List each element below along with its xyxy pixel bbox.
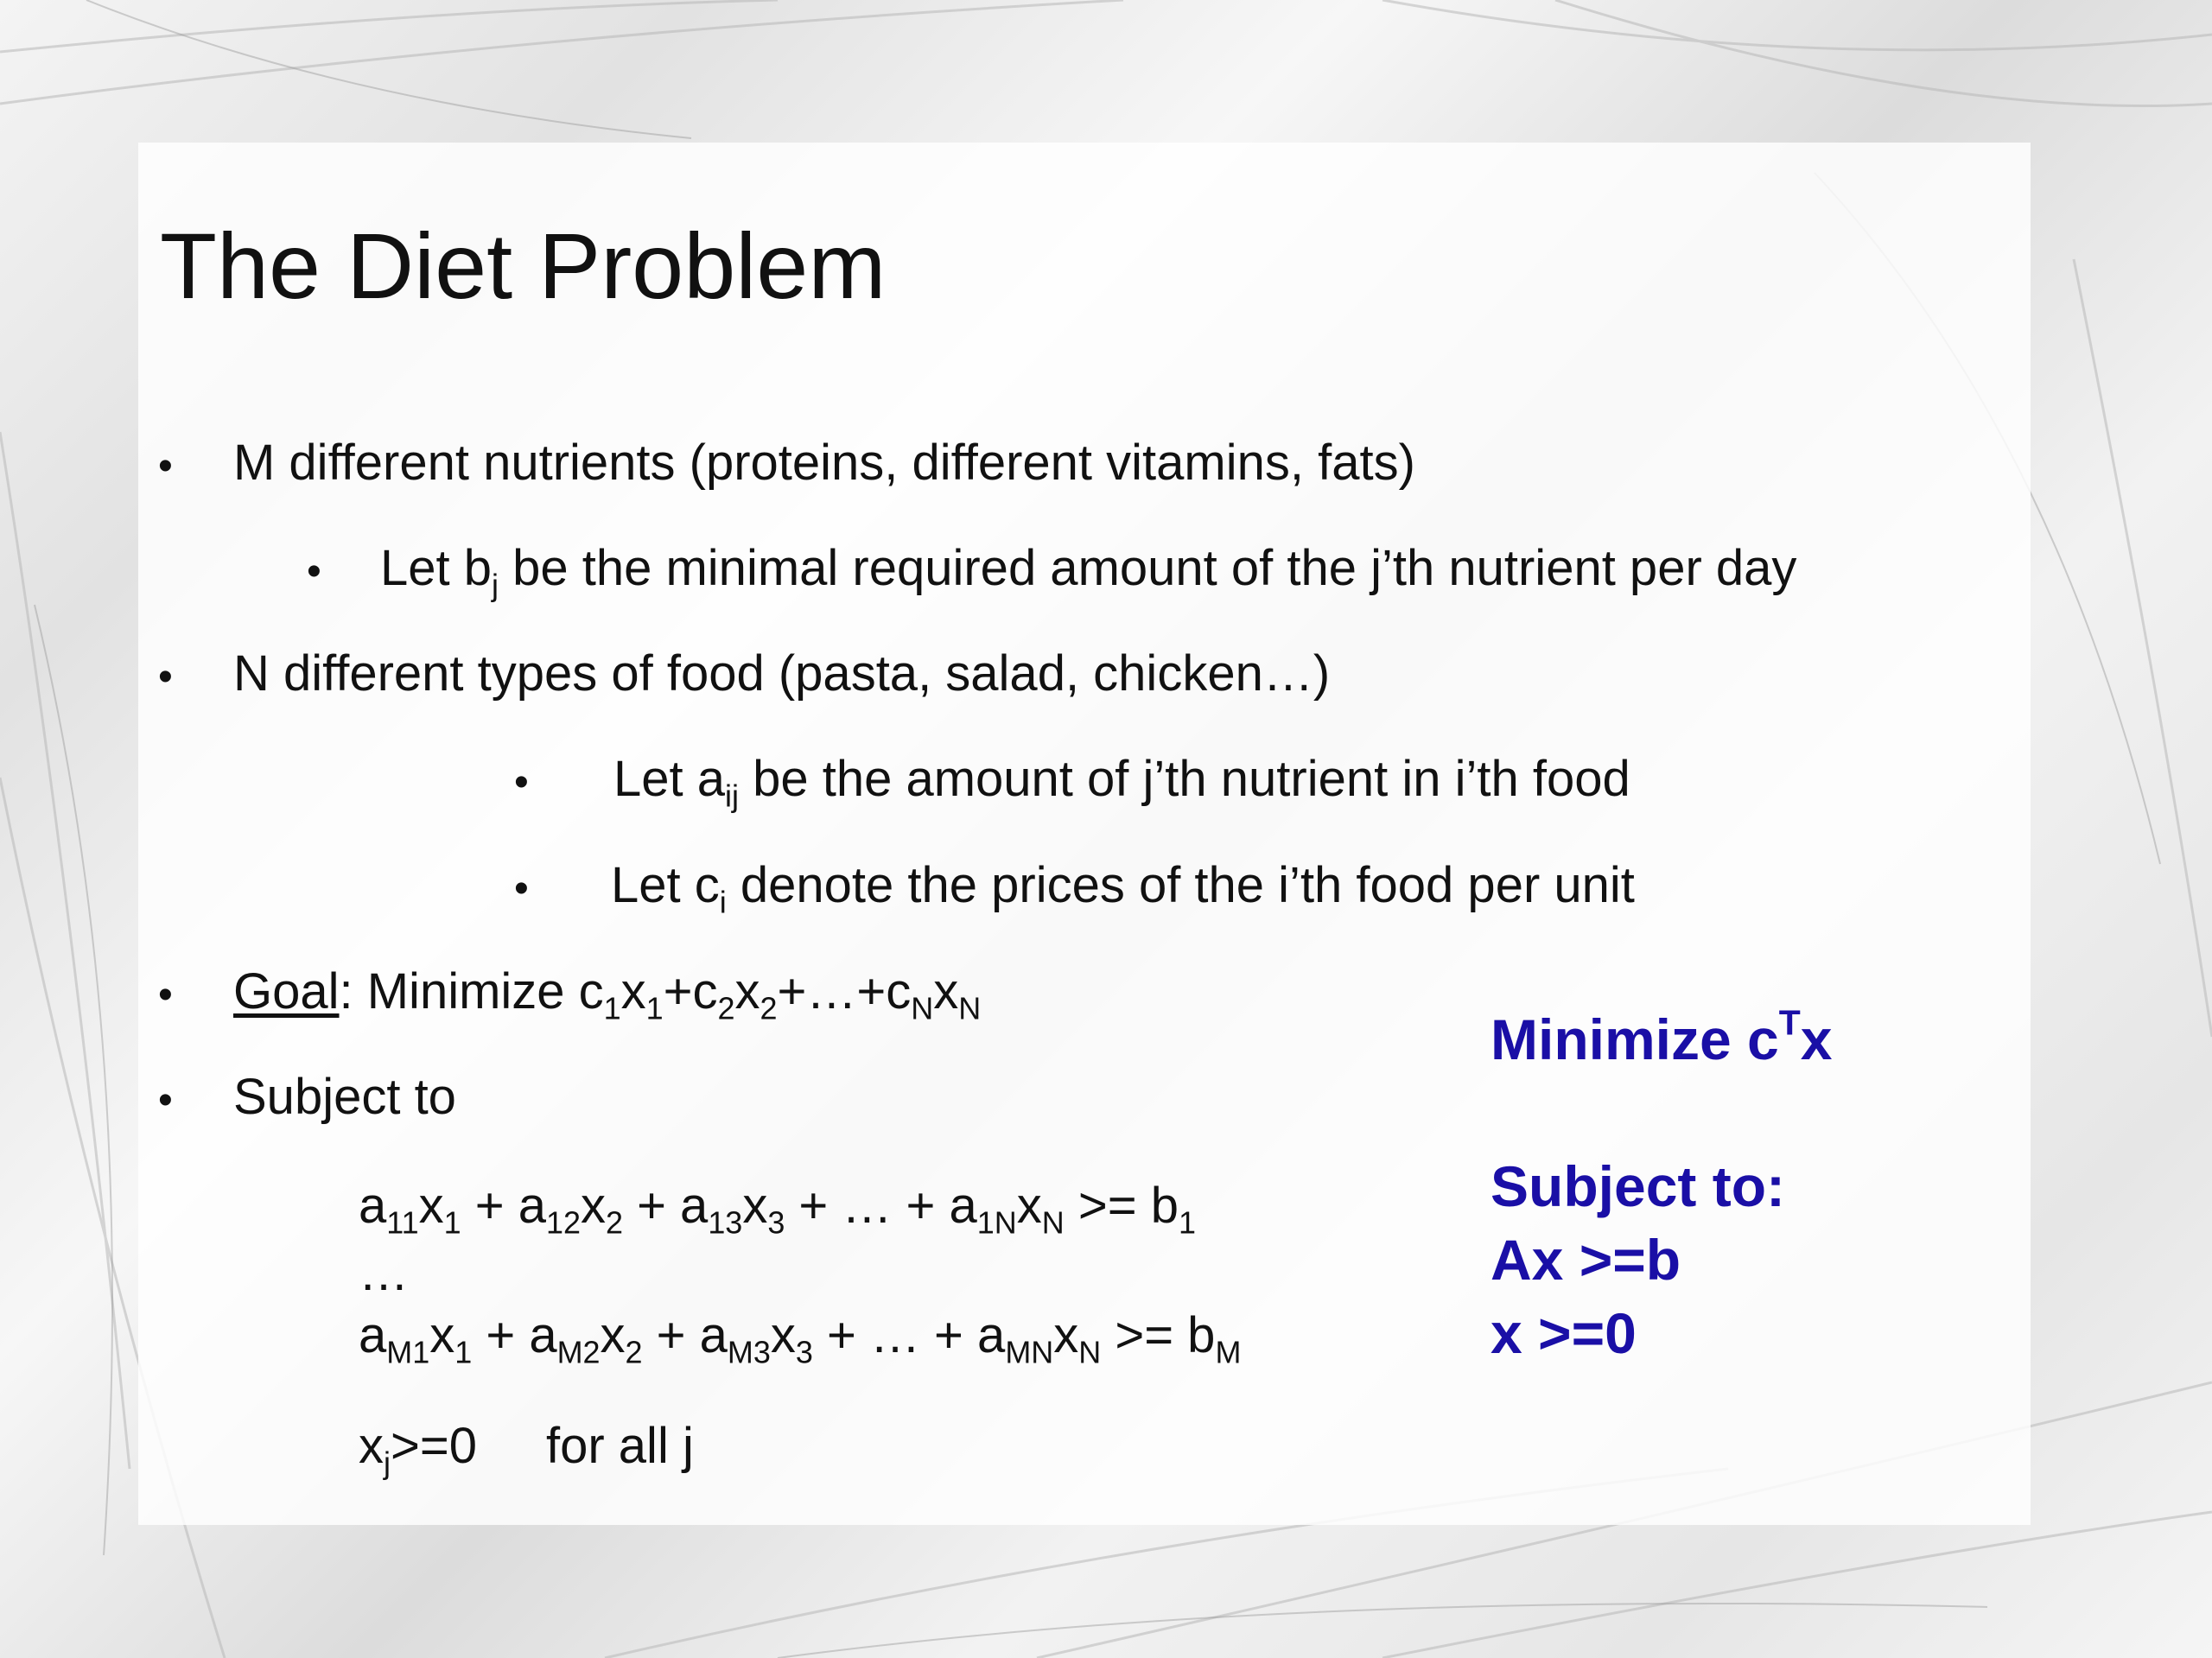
goal-sub: 2 <box>717 990 735 1026</box>
ci-post: denote the prices of the i’th food per unit <box>726 857 1635 913</box>
coef-sub: M1 <box>386 1334 430 1370</box>
var: x <box>418 1178 444 1234</box>
bullet-aij <box>613 750 1630 814</box>
bullet-goal <box>233 962 982 1026</box>
aij-pre: Let a <box>613 751 725 807</box>
compact-x0: x >=0 <box>1491 1301 1637 1365</box>
goal-op: +c <box>663 963 718 1020</box>
compact-minimize <box>1491 1002 1833 1072</box>
goal-op: +…+c <box>777 963 912 1020</box>
op: >= b <box>1064 1178 1179 1234</box>
coef-sub: M2 <box>556 1334 601 1370</box>
bullet-nutrients-text: M different nutrients (proteins, different vitamins, fats) <box>233 435 1415 491</box>
op: + … + a <box>785 1178 977 1234</box>
coef: a <box>359 1178 387 1234</box>
coef: a <box>359 1307 387 1363</box>
goal-sub: 1 <box>603 990 621 1026</box>
bullet-dot: • <box>158 654 173 700</box>
coef-sub: M3 <box>727 1334 771 1370</box>
goal-var: x <box>620 963 646 1020</box>
op: >= b <box>1101 1307 1216 1363</box>
bj-sub: j <box>492 567 499 603</box>
bj-pre: Let b <box>380 540 492 596</box>
coef-sub: 1N <box>976 1204 1017 1241</box>
bullet-dot: • <box>307 549 321 594</box>
bullet-dot: • <box>514 759 529 805</box>
transpose-sup: T <box>1778 1002 1801 1043</box>
compact-var: x <box>1800 1007 1833 1071</box>
var-sub: N <box>1041 1204 1065 1241</box>
coef-sub: 11 <box>386 1204 419 1241</box>
goal-var: x <box>933 963 959 1020</box>
bullet-dot: • <box>158 972 173 1018</box>
slide-title: The Diet Problem <box>160 213 887 318</box>
ci-sub: i <box>719 884 727 920</box>
var: x <box>600 1307 626 1363</box>
nonneg-forall: for all j <box>546 1418 694 1474</box>
var-sub: 3 <box>795 1334 813 1370</box>
bullet-ci <box>611 856 1635 920</box>
bj-post: be the minimal required amount of the j’th nutrient per day <box>499 540 1797 596</box>
nonnegativity <box>359 1417 694 1481</box>
op: + a <box>472 1307 557 1363</box>
var: x <box>1016 1178 1042 1234</box>
coef-sub: 12 <box>545 1204 581 1241</box>
var: x <box>429 1307 455 1363</box>
goal-sub: N <box>958 990 982 1026</box>
bullet-subject <box>233 1068 456 1126</box>
var-sub: 3 <box>767 1204 785 1241</box>
bullet-dot: • <box>158 1077 173 1123</box>
goal-sub: 1 <box>645 990 664 1026</box>
goal-sub: 2 <box>760 990 778 1026</box>
op: + a <box>461 1178 546 1234</box>
var: x <box>1053 1307 1079 1363</box>
goal-var: x <box>734 963 760 1020</box>
constraint-row-1 <box>359 1177 1196 1241</box>
var-sub: 2 <box>625 1334 643 1370</box>
var-sub: 1 <box>454 1334 473 1370</box>
var: x <box>770 1307 796 1363</box>
bullet-foods <box>233 645 1330 702</box>
rhs-sub: M <box>1215 1334 1242 1370</box>
aij-post: be the amount of j’th nutrient in i’th food <box>738 751 1630 807</box>
bullet-foods-text: N different types of food (pasta, salad, chicken…) <box>233 645 1331 702</box>
var-sub: N <box>1078 1334 1102 1370</box>
compact-ax: Ax >=b <box>1491 1228 1681 1292</box>
op: + a <box>642 1307 728 1363</box>
rhs-sub: 1 <box>1178 1204 1196 1241</box>
compact-subject: Subject to: <box>1491 1154 1785 1218</box>
compact-minimize-text: Minimize c <box>1491 1007 1779 1071</box>
bullet-nutrients <box>233 434 1415 492</box>
var: x <box>359 1418 384 1474</box>
coef-sub: MN <box>1005 1334 1054 1370</box>
goal-text: : Minimize c <box>339 963 604 1020</box>
bullet-bj <box>380 539 1797 603</box>
bullet-dot: • <box>514 866 529 912</box>
constraint-row-m <box>359 1306 1242 1370</box>
coef-sub: 13 <box>708 1204 743 1241</box>
op: + … + a <box>812 1307 1006 1363</box>
var-sub: j <box>384 1445 391 1481</box>
var: x <box>742 1178 768 1234</box>
ci-pre: Let c <box>611 857 720 913</box>
aij-sub: ij <box>725 778 739 814</box>
constraint-ellipsis: … <box>359 1245 409 1301</box>
goal-sub: N <box>911 990 934 1026</box>
bullet-subject-text: Subject to <box>233 1069 456 1125</box>
goal-label: Goal <box>233 963 340 1020</box>
nonneg-rest: >=0 <box>391 1418 477 1474</box>
bullet-dot: • <box>158 443 173 489</box>
var-sub: 1 <box>443 1204 461 1241</box>
var: x <box>580 1178 606 1234</box>
op: + a <box>622 1178 709 1234</box>
var-sub: 2 <box>605 1204 623 1241</box>
